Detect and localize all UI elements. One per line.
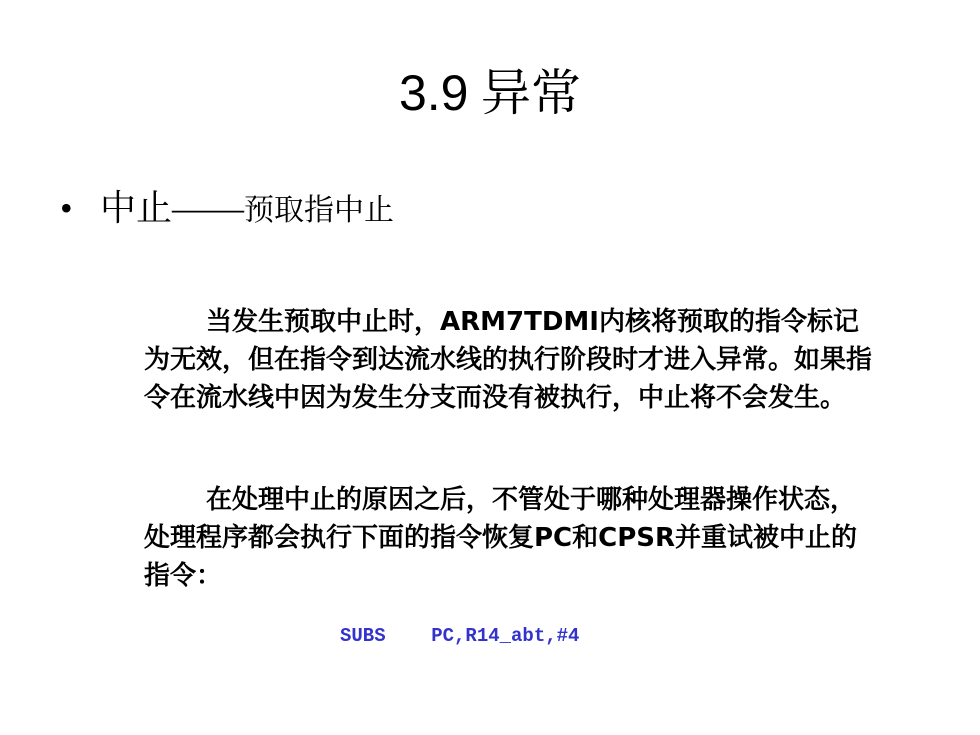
paragraph-abort-handler: 在处理中止的原因之后，不管处于哪种处理器操作状态，处理程序都会执行下面的指令恢复PC和CPSR并重试被中止的指令： [144,485,858,591]
code-line [340,622,579,650]
code-operands: PC,R14_abt,#4 [431,625,580,647]
title-number: 3.9 [398,65,469,121]
bullet-marker: • [60,188,73,228]
title-text: 异常 [481,65,581,121]
bullet-item [60,182,394,237]
slide-title [0,58,980,128]
bullet-main-text: 中止—— [100,188,245,228]
paragraph-prefetch-abort: 当发生预取中止时，ARM7TDMI内核将预取的指令标记为无效，但在指令到达流水线的执行阶段时才进入异常。如果指令在流水线中因为发生分支而没有被执行，中止将不会发生。 [144,307,873,413]
code-mnemonic: SUBS [340,625,386,647]
bullet-sub-text: 预取指中止 [244,194,395,227]
